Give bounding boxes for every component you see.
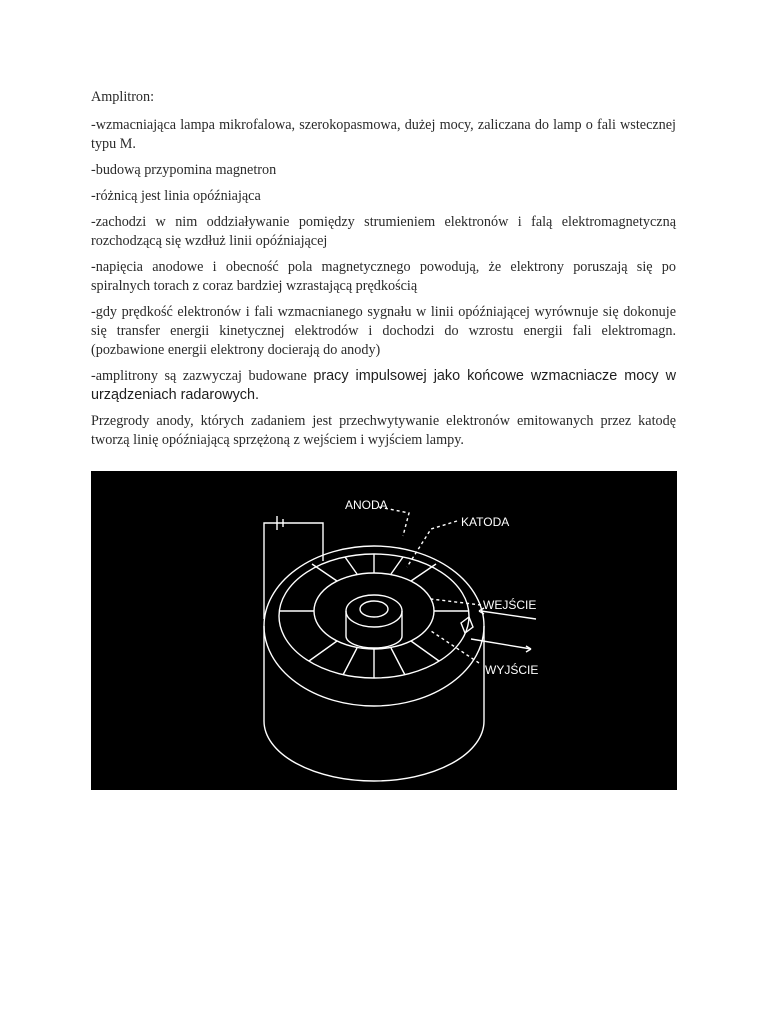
label-wejscie: WEJŚCIE [483,598,537,612]
amplitron-body [264,507,539,781]
label-anoda: ANODA [345,498,388,512]
paragraph-3: -różnicą jest linia opóźniająca [91,188,261,204]
paragraph-6: -gdy prędkość elektronów i fali wzmacnianego sygnału w linii opóźniającej wyrównuje się dokonuje się transfer energii kinetycznej elektrodów i dochodzi do wzrostu energii fali elektromagn. (pozbawione energii elektrony docierają do anody) [91,304,676,358]
paragraph-2: -budową przypomina magnetron [91,162,277,178]
section-title: Amplitron: [91,89,155,105]
amplitron-drawing [91,471,677,790]
paragraph-7-serif-part: -amplitrony są zazwyczaj budowane [91,368,314,384]
paragraph-closing: Przegrody anody, których zadaniem jest przechwytywanie elektronów emitowanych przez katodę tworzą linię opóźniającą sprzężoną z wejściem i wyjściem lampy. [91,413,676,448]
paragraph-7-sans-part: pracy impulsowej jako końcowe wzmacniacze mocy w urządzeniach radarowych. [91,368,676,403]
document-text [91,88,676,457]
label-wyjscie: WYJŚCIE [485,663,539,677]
amplitron-diagram [91,471,677,790]
label-katoda: KATODA [461,515,510,529]
paragraph-5: -napięcia anodowe i obecność pola magnetycznego powodują, że elektrony poruszają się po spiralnych torach z coraz bardziej wzrastającą prędkością [91,259,676,294]
paragraph-1: -wzmacniająca lampa mikrofalowa, szerokopasmowa, dużej mocy, zaliczana do lamp o fali wstecznej typu M. [91,117,676,152]
paragraph-4: -zachodzi w nim oddziaływanie pomiędzy strumieniem elektronów i falą elektromagnetyczną rozchodzącą się wzdłuż linii opóźniającej [91,214,676,249]
paragraph-7 [91,367,676,405]
